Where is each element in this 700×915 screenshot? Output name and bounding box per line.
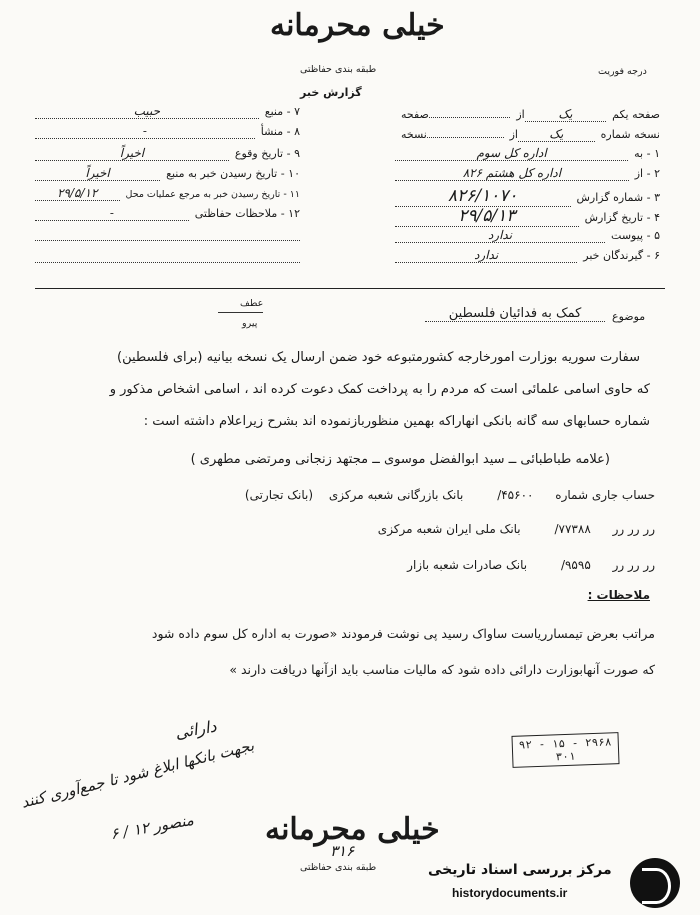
handwritten-note-banks: بجهت بانکها ابلاغ شود تا جمع‌آوری کنند xyxy=(19,736,256,812)
field-occurrence-date: ۹ - تاریخ وقوع اخیراً xyxy=(35,146,300,161)
subject-label: موضوع xyxy=(612,310,646,323)
classification-title-bottom: خیلی محرمانه xyxy=(265,812,440,847)
reference-label: عطف xyxy=(240,298,264,309)
priority-label: درجه فوریت xyxy=(598,66,647,77)
subject-value: کمک به فدائیان فلسطین xyxy=(425,306,605,322)
account-row-3: رر رر رر ۹۵۹۵/ بانک صادرات شعبه بازار xyxy=(407,558,655,572)
blank-line xyxy=(35,262,300,263)
watermark-url[interactable]: historydocuments.ir xyxy=(452,886,568,900)
account-row-2: رر رر رر ۷۷۳۸۸/ بانک ملی ایران شعبه مرکزی xyxy=(377,522,655,536)
field-page: صفحه یکم یک از صفحه xyxy=(395,104,660,122)
notes-heading: ملاحظات : xyxy=(587,588,650,602)
classification-subtitle-top: طبقه بندی حفاظتی xyxy=(300,64,377,75)
watermark-title: مرکز بررسی اسناد تاریخی xyxy=(428,862,612,878)
footer-signature-number: ۳۱۶ xyxy=(330,842,355,860)
field-report-date: ۴ - تاریخ گزارش ۲۹/۵/۱۳ xyxy=(395,206,660,227)
field-from: ۲ - از اداره کل هشتم ۸۲۶ xyxy=(395,166,660,181)
divider-line xyxy=(35,288,665,289)
field-received-by-operations: ۱۱ - تاریخ رسیدن خبر به مرجع عملیات محل ۲۹/۵/۱۲ xyxy=(35,186,300,201)
field-report-number: ۳ - شماره گزارش ۸۲۶/۱۰۷۰ xyxy=(395,186,660,207)
notes-line-1: مراتب بعرض تیمسارریاست ساواک رسید پی نوشت فرمودند «صورت به اداره کل سوم داده شود xyxy=(151,626,655,641)
registration-stamp: ۲۹۶۸ - ۱۵ - ۹۲ ۳۰۱ xyxy=(511,732,619,768)
classification-title-top: خیلی محرمانه xyxy=(270,8,445,43)
handwritten-note-signature: منصور ۱۲ / ۶ xyxy=(109,810,196,844)
field-attachment: ۵ - پیوست ندارد xyxy=(395,228,660,243)
notes-line-2: که صورت آنهابوزارت دارائی داده شود که مالیات مناسب باید ازآنها دریافت دارند » xyxy=(229,662,655,677)
body-line-4: (علامه طباطبائی ــ سید ابوالفضل موسوی ــ مجتهد زنجانی ومرتضی مطهری ) xyxy=(190,452,610,467)
field-to: ۱ - به اداره کل سوم xyxy=(395,146,660,161)
handwritten-note-finance: دارائی xyxy=(173,716,218,743)
field-origin: ۸ - منشأ - xyxy=(35,124,300,139)
field-security-notes: ۱۲ - ملاحظات حفاظتی - xyxy=(35,206,300,221)
account-row-1: حساب جاری شماره ۴۵۶۰۰/ بانک بازرگانی شعبه مرکزی (بانک تجارتی) xyxy=(244,488,655,502)
body-line-3: شماره حسابهای سه گانه بانکی آنهاراکه بهمین منظوربازنموده اند بشرح زیراعلام داشته است : xyxy=(143,414,650,429)
reference-bracket xyxy=(218,312,263,313)
body-line-1: سفارت سوریه بوزارت امورخارجه کشورمتبوعه خود ضمن ارسال یک نسخه بیانیه (برای فلسطین) xyxy=(117,350,640,365)
report-title: گزارش خبر xyxy=(300,86,362,99)
field-copy: نسخه شماره یک از نسخه xyxy=(395,124,660,142)
field-recipients: ۶ - گیرندگان خبر ندارد xyxy=(395,248,660,263)
body-line-2: که حاوی اسامی علمائی است که مردم را به پرداخت کمک دعوت کرده اند ، اسامی اشخاص مذکور و xyxy=(109,382,650,397)
followup-label: پیرو xyxy=(242,318,258,329)
field-source: ۷ - منبع حبیب xyxy=(35,104,300,119)
classification-subtitle-bottom: طبقه بندی حفاظتی xyxy=(300,862,377,873)
archive-logo-icon xyxy=(630,858,680,908)
field-received-by-source: ۱۰ - تاریخ رسیدن خبر به منبع اخیراً xyxy=(35,166,300,181)
blank-line xyxy=(35,240,300,241)
